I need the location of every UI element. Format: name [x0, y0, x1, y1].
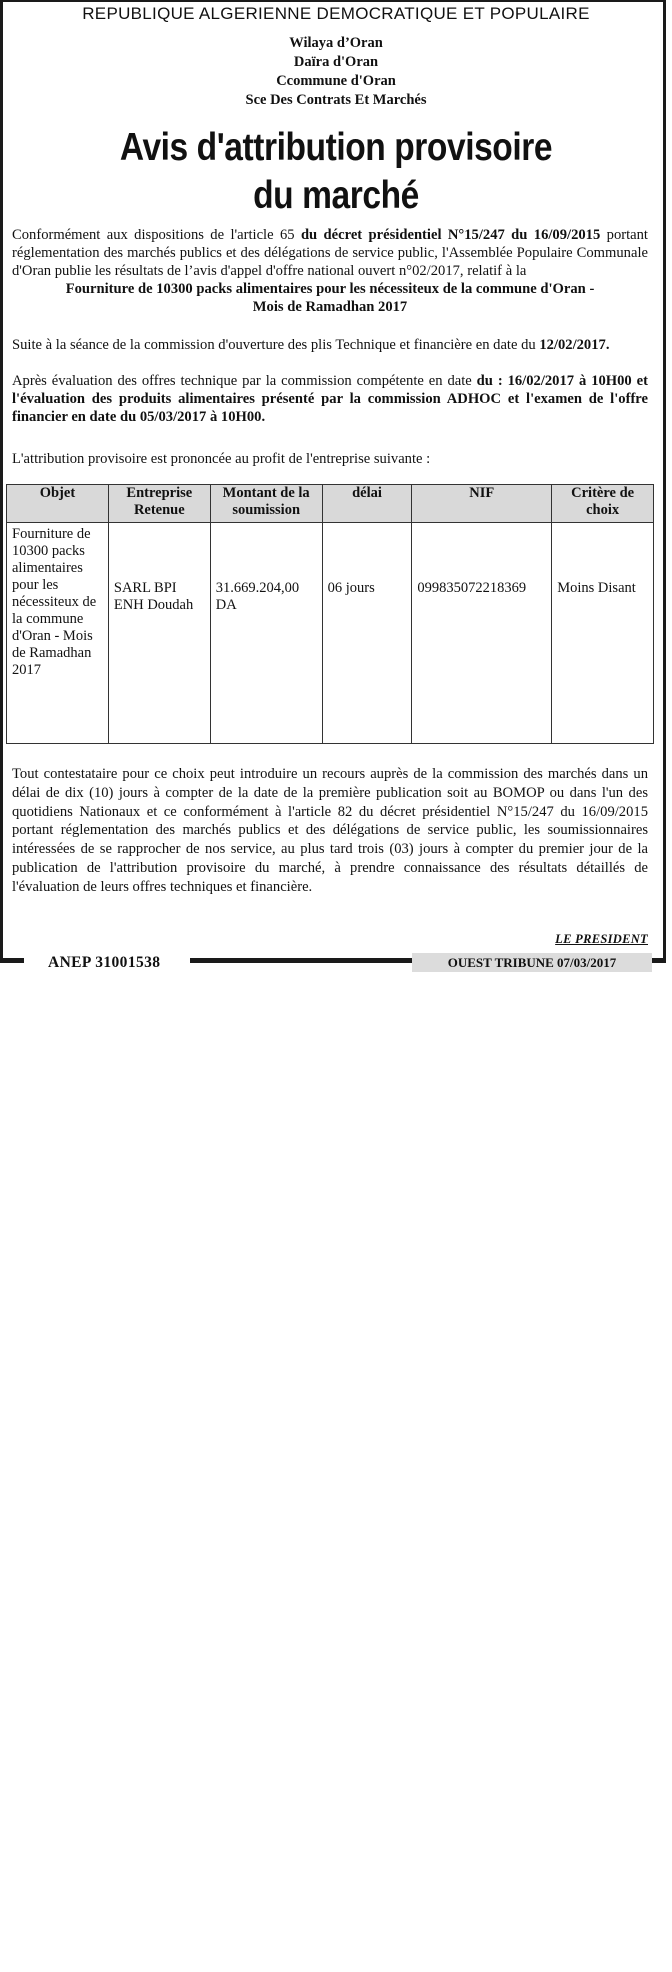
title-line-1: Avis d'attribution provisoire [119, 126, 553, 169]
republic-heading: REPUBLIQUE ALGERIENNE DEMOCRATIQUE ET POPULAIRE [82, 4, 590, 23]
president-signature: LE PRESIDENT [555, 932, 648, 946]
cell-montant: 31.669.204,00 DA [210, 523, 322, 744]
title-line-2: du marché [253, 174, 419, 217]
recourse-paragraph: Tout contestataire pour ce choix peut introduire un recours auprès de la commission des marchés dans un délai de dix (10) jours à compter de la date de la première publication soit au BOMOP ou dans l'un des quotidiens Nationaux et ce conformément à l'article 82 du décret présidentiel N°15/247 du 16/09/2015 portant réglementation des marchés publics et des délégations de service public, les soumissionnaires intéressées de se rapprocher de nos service, au plus tard trois (03) jours à compter du premier jour de la publication de l'attribution provisoire du marché, à prendre connaissance des résultats détaillés de l'évaluation de leurs offres techniques et financière. [12, 766, 648, 895]
session-text: Suite à la séance de la commission d'ouverture des plis Technique et financière en date du [12, 337, 540, 353]
notice-title [47, 124, 625, 220]
evaluation-text: Après évaluation des offres technique par la commission compétente en date [12, 373, 477, 389]
daira-line: Daïra d'Oran [293, 54, 379, 70]
evaluation-paragraph [12, 372, 648, 426]
header-critere: Critère de choix [552, 485, 654, 523]
evaluation-dates: du : 16/02/2017 à 10H00 et l'évaluation des produits alimentaires présenté par la commission ADHOC et l'examen de l'offre financier en date du 05/03/2017 à 10H00. [12, 373, 648, 425]
header-delai: délai [322, 485, 412, 523]
header-objet: Objet [7, 485, 109, 523]
table-row [7, 523, 654, 744]
header-entreprise: Entreprise Retenue [108, 485, 210, 523]
header-nif: NIF [412, 485, 552, 523]
table-header-row [7, 485, 654, 523]
session-date: 12/02/2017. [539, 337, 610, 353]
commune-line: Ccommune d'Oran [276, 73, 396, 89]
cell-delai: 06 jours [322, 523, 412, 744]
subject-line-2: Mois de Ramadhan 2017 [252, 299, 408, 315]
attribution-table [6, 484, 654, 744]
intro-decree: du décret présidentiel N°15/247 du 16/09/2015 [300, 227, 601, 243]
cell-objet: Fourniture de 10300 packs alimentaires pour les nécessiteux de la commune d'Oran - Mois de Ramadhan 2017 [7, 523, 109, 744]
wilaya-line: Wilaya d’Oran [289, 35, 383, 51]
subject-line-1: Fourniture de 10300 packs alimentaires pour les nécessiteux de la commune d'Oran - [65, 281, 595, 297]
service-line: Sce Des Contrats Et Marchés [245, 92, 427, 108]
session-paragraph [12, 336, 648, 354]
administration-block [0, 34, 672, 110]
cell-nif: 099835072218369 [412, 523, 552, 744]
intro-paragraph [12, 226, 648, 316]
header-montant: Montant de la soumission [210, 485, 322, 523]
anep-reference: ANEP 31001538 [40, 954, 168, 972]
cell-entreprise: SARL BPI ENH Doudah [108, 523, 210, 744]
publication-reference: OUEST TRIBUNE 07/03/2017 [412, 953, 652, 972]
attribution-intro: L'attribution provisoire est prononcée au profit de l'entreprise suivante : [12, 451, 431, 467]
intro-text-2: portant réglementation des marchés publics et des délégations de service public, l'Assemblée Populaire Communale d'Oran publie les résultats de l’avis d'appel d'offre national ouvert n°02/2017, relatif à la [12, 227, 648, 279]
cell-critere: Moins Disant [552, 523, 654, 744]
intro-text-1: Conformément aux dispositions de l'article 65 [12, 227, 301, 243]
footer-rule-left [0, 958, 24, 963]
